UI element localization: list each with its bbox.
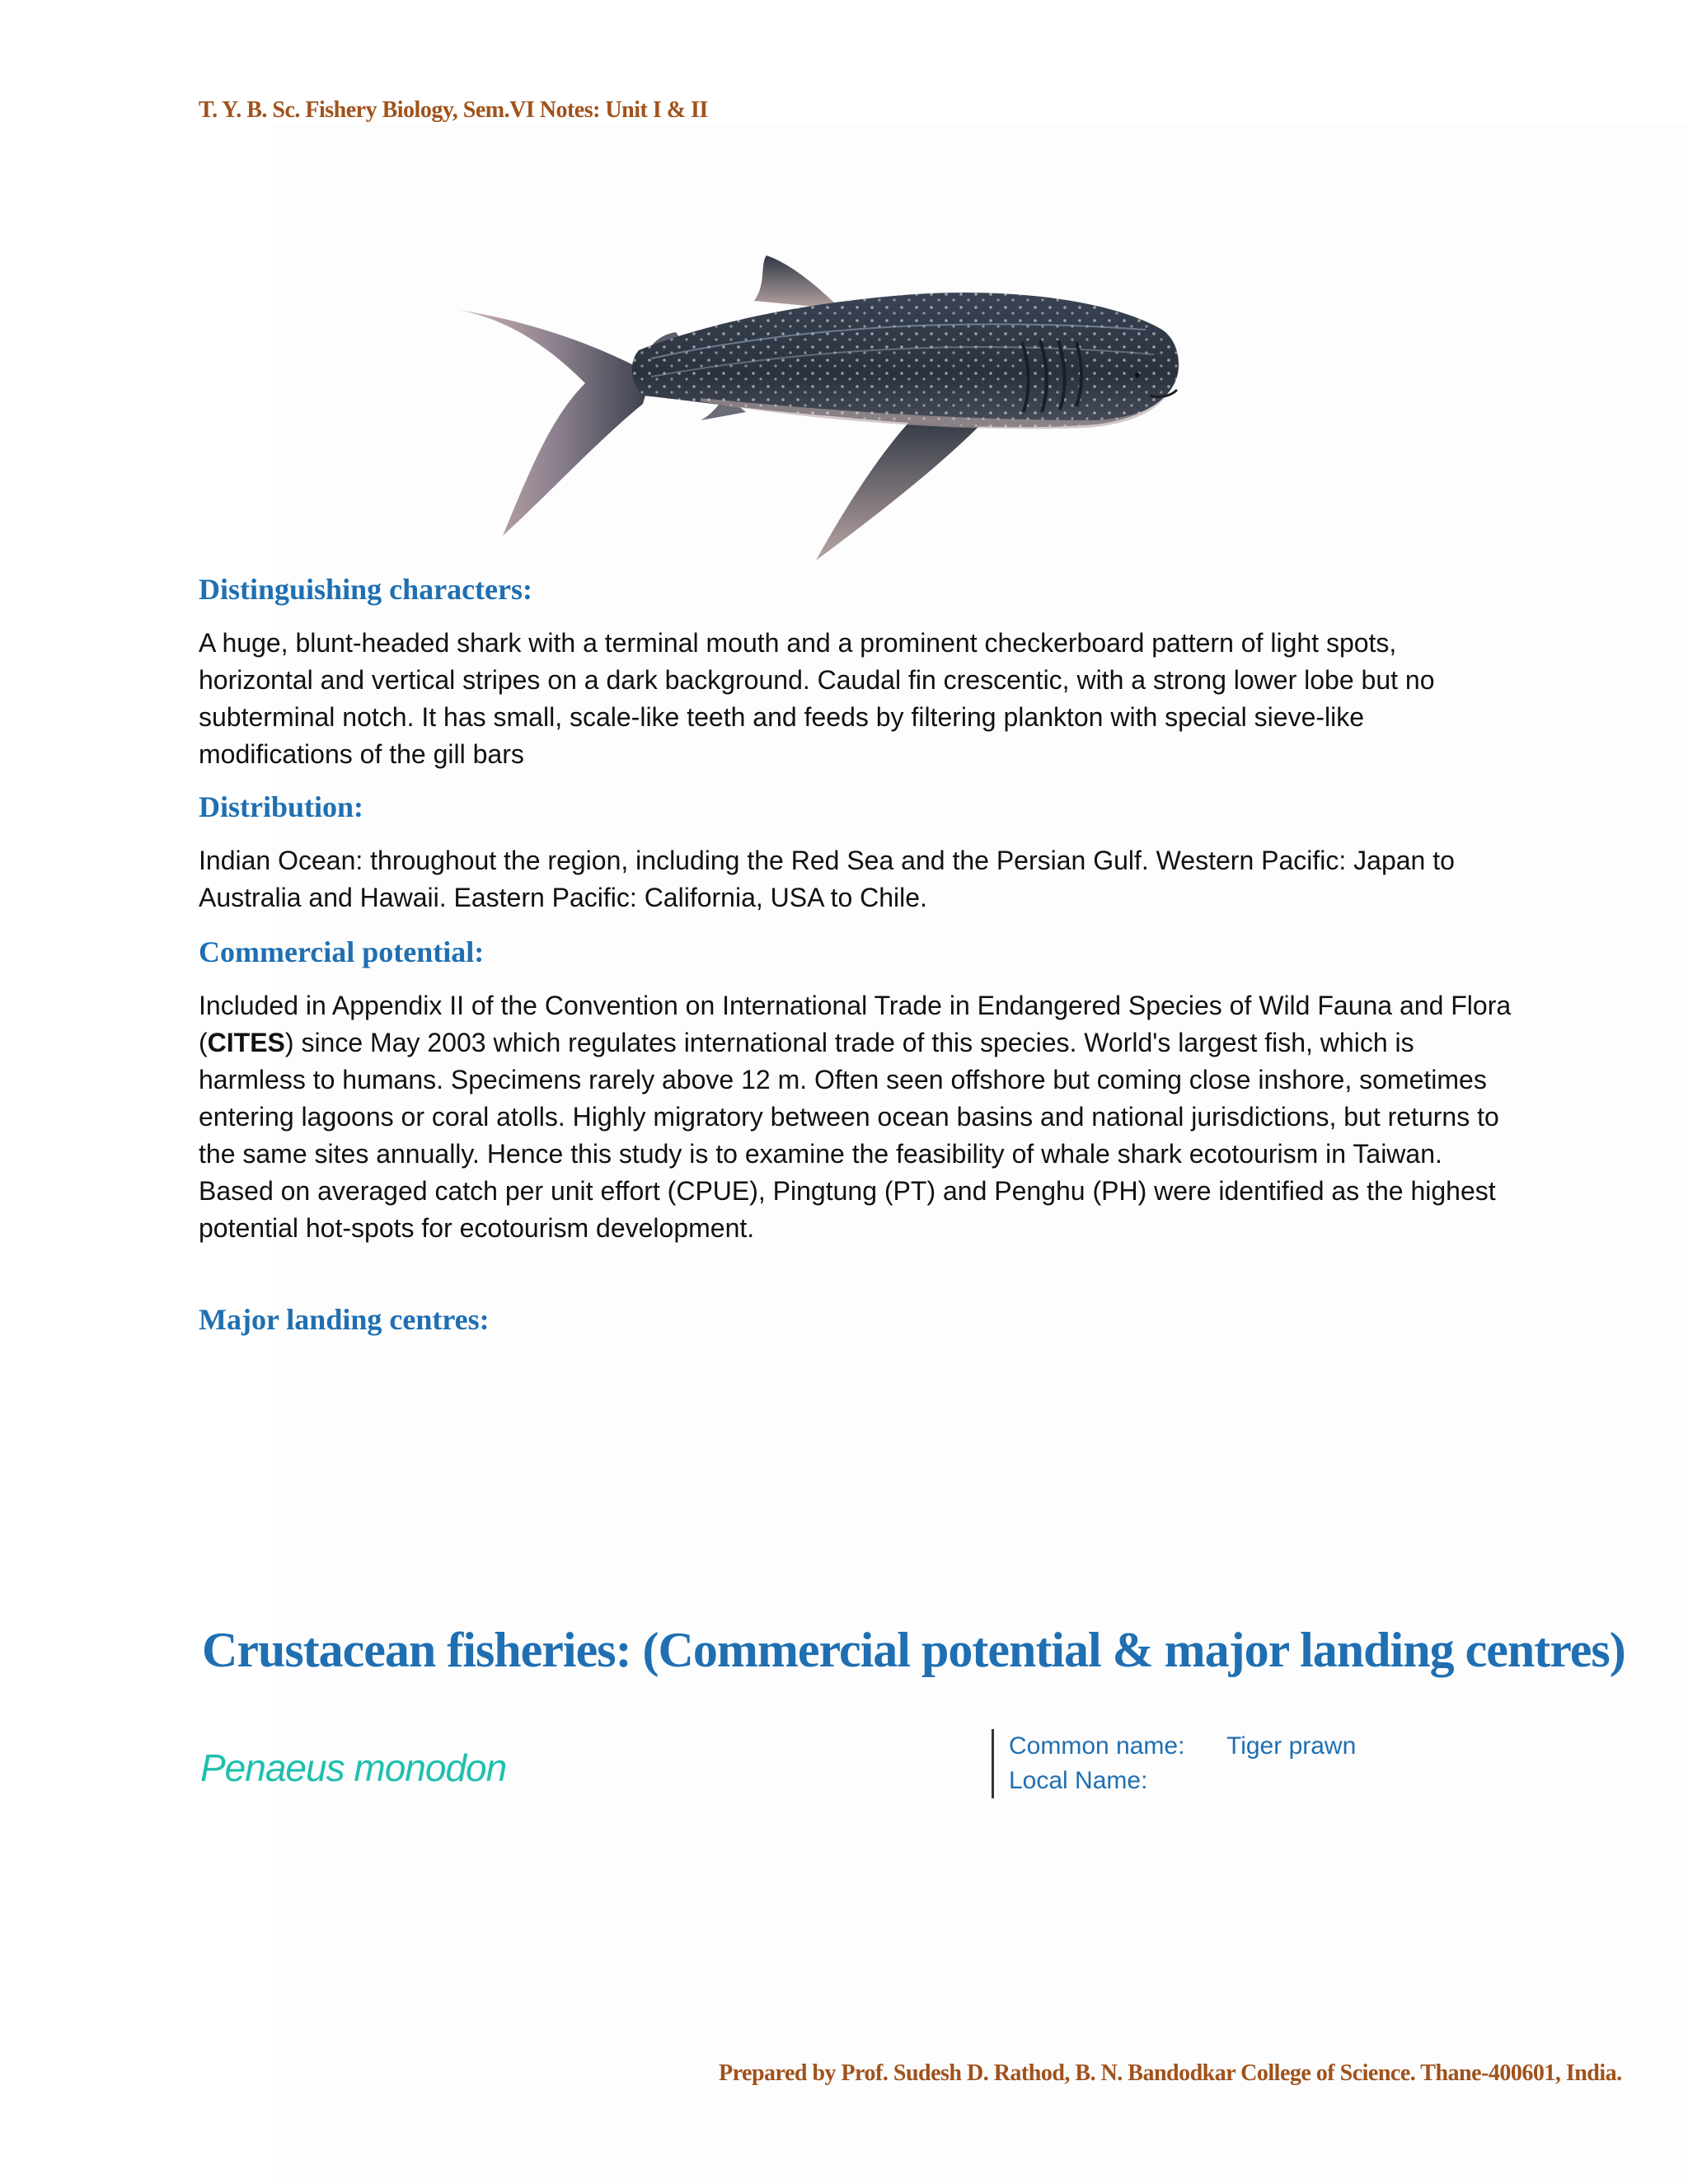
crustacean-heading: Crustacean fisheries: (Commercial potential & major landing centres) [202,1623,1625,1677]
pectoral-fin [816,416,981,560]
common-name-value: Tiger prawn [1226,1732,1357,1760]
commercial-text: Included in Appendix II of the Convention on International Trade in Endangered Species of Wild Fauna and Flora (CITES) since May 2003 which regulates international trade of this species. World's largest fish, which is harmless to humans. Specimens rarely above 12 m. Often seen offshore but coming close inshore, sometimes entering lagoons or coral atolls. Highly migratory between ocean basins and national jurisdictions, but returns to the same sites annually. Hence this study is to examine the feasibility of whale shark ecotourism in Taiwan. Based on averaged catch per unit effort (CPUE), Pingtung (PT) and Penghu (PH) were identified as the highest potential hot-spots for ecotourism development. [199,991,1512,1243]
distinguishing-heading: Distinguishing characters: [199,573,532,606]
page-header: T. Y. B. Sc. Fishery Biology, Sem.VI Notes: Unit I & II [199,97,708,123]
distribution-heading: Distribution: [199,790,364,823]
common-name-label: Common name: [1009,1732,1185,1760]
whale-shark-illustration [453,251,1216,565]
dorsal-fin [754,255,841,309]
caudal-fin [453,309,651,536]
distribution-text: Indian Ocean: throughout the region, including the Red Sea and the Persian Gulf. Western Pacific: Japan to Australia and Hawaii. Eastern Pacific: California, USA to Chile. [199,846,1455,912]
cites-term: CITES [207,1028,285,1057]
landing-heading: Major landing centres: [199,1303,490,1336]
species-name: Penaeus monodon [200,1746,507,1789]
page-footer: Prepared by Prof. Sudesh D. Rathod, B. N. Bandodkar College of Science. Thane-400601, India. [719,2060,1622,2086]
local-name-label: Local Name: [1009,1767,1148,1794]
name-box [992,1729,1356,1798]
commercial-heading: Commercial potential: [199,935,485,968]
distinguishing-text: A huge, blunt-headed shark with a terminal mouth and a prominent checkerboard pattern of light spots, horizontal and vertical stripes on a dark background. Caudal fin crescentic, with a strong lower lobe but no subterminal notch. It has small, scale-like teeth and feeds by filtering plankton with special sieve-like modifications of the gill bars [199,628,1435,769]
